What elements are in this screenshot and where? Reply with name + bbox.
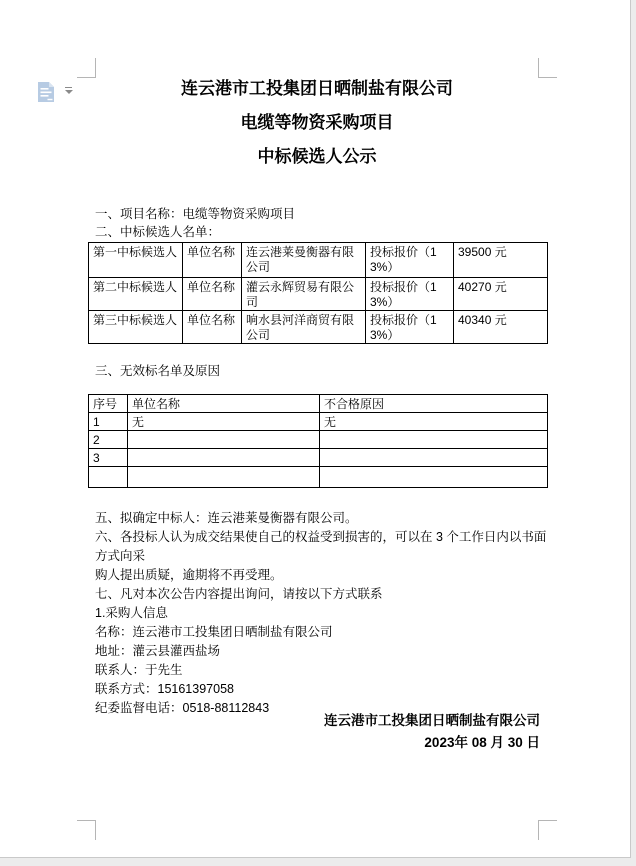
crop-mark-bottom-right-icon xyxy=(538,820,557,840)
table-row xyxy=(89,467,548,488)
cell-rank: 第三中标候选人 xyxy=(89,311,183,344)
cell-unit: 无 xyxy=(128,413,320,431)
section-contact-heading: 七、凡对本次公告内容提出询问，请按以下方式联系 xyxy=(95,587,383,601)
table-row xyxy=(89,413,548,431)
cell-unit-label: 单位名称 xyxy=(183,278,242,311)
cell-reason: 无 xyxy=(320,413,548,431)
cell-company: 响水县河洋商贸有限公司 xyxy=(242,311,366,344)
cell-seq: 3 xyxy=(89,449,128,467)
cell-company: 连云港莱曼衡器有限公司 xyxy=(242,243,366,278)
section-1-2 xyxy=(95,205,547,241)
title-company: 连云港市工投集团日晒制盐有限公司 xyxy=(181,79,453,98)
table-row xyxy=(89,243,548,278)
cell-unit xyxy=(128,449,320,467)
cell-unit xyxy=(128,467,320,488)
cell-rank: 第二中标候选人 xyxy=(89,278,183,311)
chevron-down-icon xyxy=(64,87,73,95)
crop-mark-bottom-left-icon xyxy=(77,820,96,840)
buyer-address: 地址：灌云县灌西盐场 xyxy=(95,644,221,658)
contact-person: 联系人：于先生 xyxy=(95,663,183,677)
header-unit: 单位名称 xyxy=(128,395,320,413)
cell-price: 40340 元 xyxy=(454,311,548,344)
signature-block xyxy=(88,710,540,754)
header-reason: 不合格原因 xyxy=(320,395,548,413)
crop-mark-top-right-icon xyxy=(538,58,557,78)
cell-unit-label: 单位名称 xyxy=(183,311,242,344)
cell-unit-label: 单位名称 xyxy=(183,243,242,278)
cell-rank: 第一中标候选人 xyxy=(89,243,183,278)
signature-date: 2023年 08 月 30 日 xyxy=(424,735,540,750)
section-objection-line2: 购人提出质疑，逾期将不再受理。 xyxy=(95,568,283,582)
title-project: 电缆等物资采购项目 xyxy=(240,113,394,132)
section-winner: 五、拟确定中标人：连云港莱曼衡器有限公司。 xyxy=(95,511,358,525)
cell-seq: 1 xyxy=(89,413,128,431)
crop-mark-top-left-icon xyxy=(77,58,96,78)
document-title-block xyxy=(88,80,546,182)
cell-seq: 2 xyxy=(89,431,128,449)
paste-options-button[interactable] xyxy=(36,80,78,106)
cell-price: 40270 元 xyxy=(454,278,548,311)
cell-price-label: 投标报价（13%） xyxy=(366,311,454,344)
invalid-bids-table xyxy=(88,394,548,488)
title-announcement: 中标候选人公示 xyxy=(257,147,377,166)
cell-reason xyxy=(320,467,548,488)
candidates-table xyxy=(88,242,548,344)
cell-unit xyxy=(128,431,320,449)
table-row xyxy=(89,449,548,467)
contact-phone: 联系方式：15161397058 xyxy=(95,682,234,696)
cell-price-label: 投标报价（13%） xyxy=(366,243,454,278)
table-row xyxy=(89,431,548,449)
cell-price: 39500 元 xyxy=(454,243,548,278)
header-seq: 序号 xyxy=(89,395,128,413)
cell-seq xyxy=(89,467,128,488)
section-candidates-heading: 二、中标候选人名单： xyxy=(95,225,221,239)
body-text-block xyxy=(95,509,555,718)
cell-reason xyxy=(320,431,548,449)
signature-company: 连云港市工投集团日晒制盐有限公司 xyxy=(324,713,540,728)
buyer-name: 名称：连云港市工投集团日晒制盐有限公司 xyxy=(95,625,333,639)
section-invalid-heading: 三、无效标名单及原因 xyxy=(95,364,221,378)
table-row xyxy=(89,278,548,311)
section-project-name: 一、项目名称：电缆等物资采购项目 xyxy=(95,207,296,221)
table-header-row xyxy=(89,395,548,413)
section-objection-line1: 六、各投标人认为成交结果使自己的权益受到损害的，可以在 3 个工作日内以书面方式向采 xyxy=(95,530,547,563)
cell-price-label: 投标报价（13%） xyxy=(366,278,454,311)
cell-reason xyxy=(320,449,548,467)
cell-company: 灌云永辉贸易有限公司 xyxy=(242,278,366,311)
supervision-phone: 纪委监督电话：0518-88112843 xyxy=(95,701,270,715)
table-row xyxy=(89,311,548,344)
buyer-info-heading: 1.采购人信息 xyxy=(95,606,168,620)
